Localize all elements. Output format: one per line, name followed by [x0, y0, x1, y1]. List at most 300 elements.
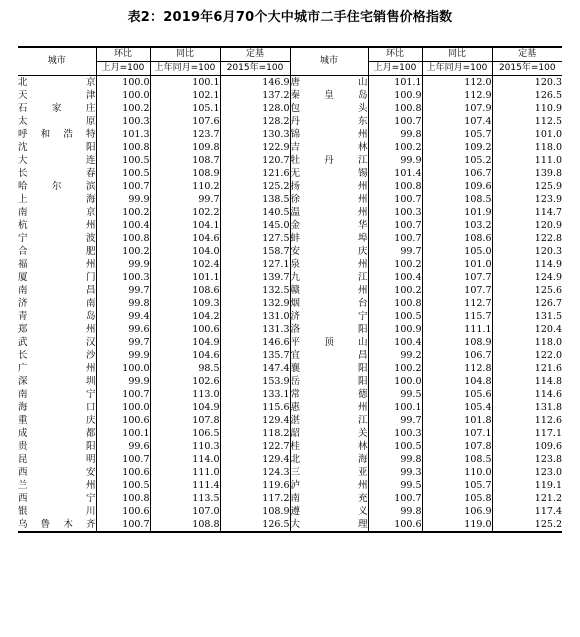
left-yoy-cell: 102.1: [150, 89, 220, 102]
right-yoy-cell: 101.0: [422, 258, 492, 271]
table-row: [18, 154, 562, 167]
right-city-cell: 宜 昌: [290, 350, 368, 361]
right-base-cell: 112.6: [534, 415, 562, 426]
right-yoy-cell: 108.5: [422, 453, 492, 466]
left-base-cell: 122.9: [220, 141, 290, 154]
table-row: [18, 479, 562, 492]
header-city-right: 城市: [290, 47, 368, 76]
left-mom-cell: 100.8: [96, 492, 150, 505]
right-yoy-cell: 110.0: [422, 466, 492, 479]
table-body: [18, 76, 562, 533]
right-yoy-cell: 108.6: [422, 232, 492, 245]
right-city-cell: 南 充: [290, 493, 368, 504]
table-row: [18, 310, 562, 323]
header-city-left: 城市: [18, 47, 96, 76]
right-city-cell: 惠 州: [290, 402, 368, 413]
left-mom-cell: 100.6: [96, 505, 150, 518]
right-yoy-cell: 107.7: [422, 271, 492, 284]
right-base-cell: 117.4: [534, 506, 562, 517]
left-city-cell: 青 岛: [18, 311, 96, 322]
right-yoy-cell: 101.9: [422, 206, 492, 219]
left-yoy-cell: 102.6: [150, 375, 220, 388]
right-yoy-cell: 105.7: [422, 128, 492, 141]
table-row: [18, 401, 562, 414]
left-yoy-cell: 104.0: [150, 245, 220, 258]
right-mom-cell: 99.9: [368, 154, 422, 167]
right-base-cell: 114.6: [534, 389, 562, 400]
right-base-cell: 120.3: [534, 246, 562, 257]
left-base-cell: 121.6: [220, 167, 290, 180]
left-yoy-cell: 107.0: [150, 505, 220, 518]
table-row: [18, 440, 562, 453]
left-yoy-cell: 108.6: [150, 284, 220, 297]
left-yoy-cell: 104.2: [150, 310, 220, 323]
right-city-cell: 徐 州: [290, 194, 368, 205]
right-mom-cell: 100.9: [368, 89, 422, 102]
left-base-cell: 122.7: [220, 440, 290, 453]
left-mom-cell: 100.3: [96, 115, 150, 128]
left-city-cell: 广 州: [18, 363, 96, 374]
left-mom-cell: 99.9: [96, 193, 150, 206]
left-base-cell: 127.5: [220, 232, 290, 245]
left-city-cell: 沈 阳: [18, 142, 96, 153]
right-yoy-cell: 105.4: [422, 401, 492, 414]
table-row: [18, 336, 562, 349]
right-yoy-cell: 101.8: [422, 414, 492, 427]
left-yoy-cell: 98.5: [150, 362, 220, 375]
left-base-cell: 146.6: [220, 336, 290, 349]
left-yoy-cell: 106.5: [150, 427, 220, 440]
right-city-cell: 烟 台: [290, 298, 368, 309]
right-mom-cell: 100.5: [368, 440, 422, 453]
left-base-cell: 137.2: [220, 89, 290, 102]
table-row: [18, 466, 562, 479]
right-yoy-cell: 104.8: [422, 375, 492, 388]
right-mom-cell: 100.7: [368, 232, 422, 245]
subheader-mom-right: 上月=100: [368, 62, 422, 76]
right-base-cell: 112.5: [534, 116, 562, 127]
left-city-cell: 厦 门: [18, 272, 96, 283]
right-yoy-cell: 103.2: [422, 219, 492, 232]
table-row: [18, 219, 562, 232]
left-base-cell: 133.1: [220, 388, 290, 401]
left-base-cell: 132.5: [220, 284, 290, 297]
right-yoy-cell: 112.7: [422, 297, 492, 310]
right-city-cell: 襄 阳: [290, 363, 368, 374]
table-row: [18, 232, 562, 245]
left-base-cell: 118.2: [220, 427, 290, 440]
left-mom-cell: 100.8: [96, 232, 150, 245]
left-city-cell: 大 连: [18, 155, 96, 166]
left-city-cell: 重 庆: [18, 415, 96, 426]
left-yoy-cell: 104.9: [150, 401, 220, 414]
left-mom-cell: 100.7: [96, 453, 150, 466]
left-city-cell: 武 汉: [18, 337, 96, 348]
table-row: [18, 167, 562, 180]
left-base-cell: 138.5: [220, 193, 290, 206]
right-mom-cell: 100.2: [368, 284, 422, 297]
table-row: [18, 375, 562, 388]
left-city-cell: 西 宁: [18, 493, 96, 504]
right-city-cell: 北 海: [290, 454, 368, 465]
right-city-cell: 安 庆: [290, 246, 368, 257]
right-yoy-cell: 105.8: [422, 492, 492, 505]
left-mom-cell: 100.0: [96, 401, 150, 414]
right-city-cell: 锦 州: [290, 129, 368, 140]
left-base-cell: 125.2: [220, 180, 290, 193]
table-row: [18, 349, 562, 362]
left-city-cell: 合 肥: [18, 246, 96, 257]
right-yoy-cell: 107.7: [422, 284, 492, 297]
left-yoy-cell: 104.9: [150, 336, 220, 349]
table-title: 表2：2019年6月70个大中城市二手住宅销售价格指数: [127, 10, 453, 25]
right-yoy-cell: 107.1: [422, 427, 492, 440]
right-mom-cell: 100.0: [368, 375, 422, 388]
right-yoy-cell: 105.7: [422, 479, 492, 492]
subheader-yoy-right: 上年同月=100: [422, 62, 492, 76]
left-city-cell: 石家庄: [18, 103, 96, 114]
right-base-cell: 123.0: [534, 467, 562, 478]
left-base-cell: 119.6: [220, 479, 290, 492]
left-base-cell: 127.1: [220, 258, 290, 271]
table-row: [18, 427, 562, 440]
right-base-cell: 110.9: [534, 103, 562, 114]
left-yoy-cell: 109.8: [150, 141, 220, 154]
left-yoy-cell: 113.0: [150, 388, 220, 401]
right-mom-cell: 99.8: [368, 505, 422, 518]
subheader-mom-left: 上月=100: [96, 62, 150, 76]
left-base-cell: 126.5: [220, 518, 290, 532]
left-yoy-cell: 110.2: [150, 180, 220, 193]
right-city-cell: 岳 阳: [290, 376, 368, 387]
right-city-cell: 唐 山: [290, 77, 368, 88]
table-row: [18, 518, 562, 532]
right-city-cell: 牡丹江: [290, 155, 368, 166]
left-city-cell: 济 南: [18, 298, 96, 309]
left-city-cell: 郑 州: [18, 324, 96, 335]
table-row: [18, 258, 562, 271]
right-city-cell: 桂 林: [290, 441, 368, 452]
right-mom-cell: 100.3: [368, 427, 422, 440]
table-row: [18, 492, 562, 505]
header-row: [18, 47, 562, 62]
header-yoy-left: 同比: [150, 47, 220, 62]
left-city-cell: 成 都: [18, 428, 96, 439]
left-mom-cell: 100.0: [96, 362, 150, 375]
left-city-cell: 贵 阳: [18, 441, 96, 452]
table-row: [18, 180, 562, 193]
left-city-cell: 哈尔滨: [18, 181, 96, 192]
right-mom-cell: 99.7: [368, 414, 422, 427]
header-yoy-right: 同比: [422, 47, 492, 62]
left-yoy-cell: 110.3: [150, 440, 220, 453]
right-city-cell: 扬 州: [290, 181, 368, 192]
right-yoy-cell: 119.0: [422, 518, 492, 532]
left-city-cell: 长 春: [18, 168, 96, 179]
right-yoy-cell: 106.7: [422, 349, 492, 362]
right-yoy-cell: 105.0: [422, 245, 492, 258]
right-yoy-cell: 105.6: [422, 388, 492, 401]
right-base-cell: 114.8: [534, 376, 562, 387]
right-city-cell: 金 华: [290, 220, 368, 231]
left-yoy-cell: 108.9: [150, 167, 220, 180]
right-base-cell: 120.9: [534, 220, 562, 231]
table-row: [18, 128, 562, 141]
right-city-cell: 包 头: [290, 103, 368, 114]
right-yoy-cell: 107.4: [422, 115, 492, 128]
right-mom-cell: 100.8: [368, 102, 422, 115]
right-mom-cell: 100.5: [368, 310, 422, 323]
left-mom-cell: 100.7: [96, 518, 150, 532]
right-mom-cell: 100.6: [368, 518, 422, 532]
left-yoy-cell: 102.4: [150, 258, 220, 271]
right-mom-cell: 100.3: [368, 206, 422, 219]
table-row: [18, 245, 562, 258]
left-base-cell: 124.3: [220, 466, 290, 479]
right-base-cell: 125.2: [492, 518, 562, 532]
right-base-cell: 126.7: [534, 298, 562, 309]
left-mom-cell: 99.8: [96, 297, 150, 310]
right-city-cell: 九 江: [290, 272, 368, 283]
right-city-cell: 泸 州: [290, 480, 368, 491]
table-row: [18, 271, 562, 284]
left-mom-cell: 99.6: [96, 323, 150, 336]
left-city-cell: 银 川: [18, 506, 96, 517]
table-row: [18, 297, 562, 310]
right-city-cell: 大 理: [290, 519, 368, 530]
left-base-cell: 131.0: [220, 310, 290, 323]
left-base-cell: 147.4: [220, 362, 290, 375]
left-city-cell: 深 圳: [18, 376, 96, 387]
right-mom-cell: 99.5: [368, 479, 422, 492]
right-mom-cell: 100.7: [368, 115, 422, 128]
left-yoy-cell: 111.4: [150, 479, 220, 492]
table-row: [18, 505, 562, 518]
right-base-cell: 114.9: [534, 259, 562, 270]
left-mom-cell: 100.0: [96, 89, 150, 102]
table-row: [18, 141, 562, 154]
left-city-cell: 南 京: [18, 207, 96, 218]
left-mom-cell: 100.0: [96, 76, 150, 90]
right-mom-cell: 101.1: [368, 76, 422, 90]
table-row: [18, 284, 562, 297]
left-yoy-cell: 108.8: [150, 518, 220, 532]
right-city-cell: 蚌 埠: [290, 233, 368, 244]
right-base-cell: 121.2: [534, 493, 562, 504]
right-city-cell: 济 宁: [290, 311, 368, 322]
right-city-cell: 洛 阳: [290, 324, 368, 335]
right-city-cell: 平顶山: [290, 337, 368, 348]
right-base-cell: 131.5: [534, 311, 562, 322]
left-mom-cell: 100.1: [96, 427, 150, 440]
left-city-cell: 南 昌: [18, 285, 96, 296]
left-city-cell: 宁 波: [18, 233, 96, 244]
left-yoy-cell: 107.8: [150, 414, 220, 427]
right-yoy-cell: 108.9: [422, 336, 492, 349]
left-yoy-cell: 107.6: [150, 115, 220, 128]
right-mom-cell: 100.4: [368, 271, 422, 284]
right-base-cell: 114.7: [534, 207, 562, 218]
right-yoy-cell: 109.2: [422, 141, 492, 154]
left-yoy-cell: 123.7: [150, 128, 220, 141]
right-city-cell: 遵 义: [290, 506, 368, 517]
right-mom-cell: 99.8: [368, 453, 422, 466]
left-yoy-cell: 104.6: [150, 232, 220, 245]
right-yoy-cell: 112.0: [422, 76, 492, 90]
right-city-cell: 湛 江: [290, 415, 368, 426]
right-yoy-cell: 111.1: [422, 323, 492, 336]
left-base-cell: 129.4: [220, 414, 290, 427]
left-base-cell: 129.4: [220, 453, 290, 466]
left-mom-cell: 99.6: [96, 440, 150, 453]
right-yoy-cell: 107.9: [422, 102, 492, 115]
left-mom-cell: 100.7: [96, 388, 150, 401]
left-mom-cell: 99.9: [96, 258, 150, 271]
left-base-cell: 128.2: [220, 115, 290, 128]
left-base-cell: 145.0: [220, 219, 290, 232]
right-base-cell: 126.5: [534, 90, 562, 101]
right-mom-cell: 99.2: [368, 349, 422, 362]
left-yoy-cell: 113.5: [150, 492, 220, 505]
left-mom-cell: 100.5: [96, 479, 150, 492]
right-base-cell: 124.9: [534, 272, 562, 283]
right-base-cell: 118.0: [534, 142, 562, 153]
left-mom-cell: 100.4: [96, 219, 150, 232]
table-row: [18, 453, 562, 466]
right-mom-cell: 99.3: [368, 466, 422, 479]
left-yoy-cell: 114.0: [150, 453, 220, 466]
left-mom-cell: 99.4: [96, 310, 150, 323]
left-city-cell: 天 津: [18, 90, 96, 101]
right-mom-cell: 100.7: [368, 193, 422, 206]
right-city-cell: 常 德: [290, 389, 368, 400]
left-yoy-cell: 104.6: [150, 349, 220, 362]
right-city-cell: 赣 州: [290, 285, 368, 296]
right-city-cell: 丹 东: [290, 116, 368, 127]
left-city-cell: 南 宁: [18, 389, 96, 400]
right-base-cell: 123.8: [534, 454, 562, 465]
left-base-cell: 158.7: [220, 245, 290, 258]
left-city-cell: 北 京: [18, 77, 96, 88]
right-mom-cell: 100.2: [368, 258, 422, 271]
right-base-cell: 139.8: [534, 168, 562, 179]
right-city-cell: 韶 关: [290, 428, 368, 439]
left-mom-cell: 100.6: [96, 414, 150, 427]
left-city-cell: 兰 州: [18, 480, 96, 491]
right-base-cell: 118.0: [534, 337, 562, 348]
left-yoy-cell: 100.6: [150, 323, 220, 336]
table-row: [18, 102, 562, 115]
right-base-cell: 111.0: [534, 155, 562, 166]
right-mom-cell: 100.2: [368, 362, 422, 375]
right-base-cell: 120.4: [534, 324, 562, 335]
left-base-cell: 120.7: [220, 154, 290, 167]
table-row: [18, 388, 562, 401]
right-city-cell: 温 州: [290, 207, 368, 218]
left-mom-cell: 100.3: [96, 271, 150, 284]
right-mom-cell: 100.8: [368, 297, 422, 310]
table-row: [18, 362, 562, 375]
right-base-cell: 119.1: [534, 480, 562, 491]
left-mom-cell: 100.8: [96, 141, 150, 154]
price-index-table: [18, 46, 562, 533]
left-yoy-cell: 100.1: [150, 76, 220, 90]
right-yoy-cell: 106.9: [422, 505, 492, 518]
left-mom-cell: 100.6: [96, 466, 150, 479]
table-row: [18, 193, 562, 206]
left-city-cell: 福 州: [18, 259, 96, 270]
right-city-cell: 吉 林: [290, 142, 368, 153]
right-yoy-cell: 112.9: [422, 89, 492, 102]
right-yoy-cell: 106.7: [422, 167, 492, 180]
right-mom-cell: 100.2: [368, 141, 422, 154]
left-mom-cell: 99.7: [96, 284, 150, 297]
left-base-cell: 139.7: [220, 271, 290, 284]
right-base-cell: 125.6: [534, 285, 562, 296]
subheader-base-right: 2015年=100: [492, 62, 562, 76]
right-mom-cell: 99.5: [368, 388, 422, 401]
right-mom-cell: 100.7: [368, 492, 422, 505]
left-yoy-cell: 101.1: [150, 271, 220, 284]
right-yoy-cell: 112.8: [422, 362, 492, 375]
left-mom-cell: 100.2: [96, 245, 150, 258]
left-mom-cell: 100.5: [96, 167, 150, 180]
right-yoy-cell: 109.6: [422, 180, 492, 193]
left-base-cell: 132.9: [220, 297, 290, 310]
table-row: [18, 115, 562, 128]
right-mom-cell: 100.4: [368, 336, 422, 349]
right-base-cell: 131.8: [534, 402, 562, 413]
left-city-cell: 杭 州: [18, 220, 96, 231]
left-yoy-cell: 109.3: [150, 297, 220, 310]
right-mom-cell: 99.8: [368, 128, 422, 141]
right-yoy-cell: 105.2: [422, 154, 492, 167]
left-base-cell: 108.9: [220, 505, 290, 518]
left-city-cell: 上 海: [18, 194, 96, 205]
right-base-cell: 125.9: [534, 181, 562, 192]
right-base-cell: 122.0: [534, 350, 562, 361]
left-city-cell: 昆 明: [18, 454, 96, 465]
right-city-cell: 秦皇岛: [290, 90, 368, 101]
right-base-cell: 117.1: [534, 428, 562, 439]
left-city-cell: 乌鲁木齐: [18, 519, 96, 530]
right-city-cell: 泉 州: [290, 259, 368, 270]
left-mom-cell: 101.3: [96, 128, 150, 141]
right-city-cell: 三 亚: [290, 467, 368, 478]
right-base-cell: 123.9: [534, 194, 562, 205]
right-base-cell: 121.6: [534, 363, 562, 374]
right-mom-cell: 100.7: [368, 219, 422, 232]
right-city-cell: 无 锡: [290, 168, 368, 179]
table-row: [18, 323, 562, 336]
right-base-cell: 122.8: [534, 233, 562, 244]
right-yoy-cell: 108.5: [422, 193, 492, 206]
header-base-right: 定基: [492, 47, 562, 62]
left-yoy-cell: 99.7: [150, 193, 220, 206]
right-mom-cell: 100.1: [368, 401, 422, 414]
left-mom-cell: 99.7: [96, 336, 150, 349]
left-mom-cell: 100.2: [96, 102, 150, 115]
left-mom-cell: 100.2: [96, 206, 150, 219]
left-yoy-cell: 102.2: [150, 206, 220, 219]
left-base-cell: 117.2: [220, 492, 290, 505]
left-base-cell: 131.3: [220, 323, 290, 336]
table-row: [18, 414, 562, 427]
header-mom-right: 环比: [368, 47, 422, 62]
right-yoy-cell: 107.8: [422, 440, 492, 453]
left-base-cell: 153.9: [220, 375, 290, 388]
subheader-base-left: 2015年=100: [220, 62, 290, 76]
